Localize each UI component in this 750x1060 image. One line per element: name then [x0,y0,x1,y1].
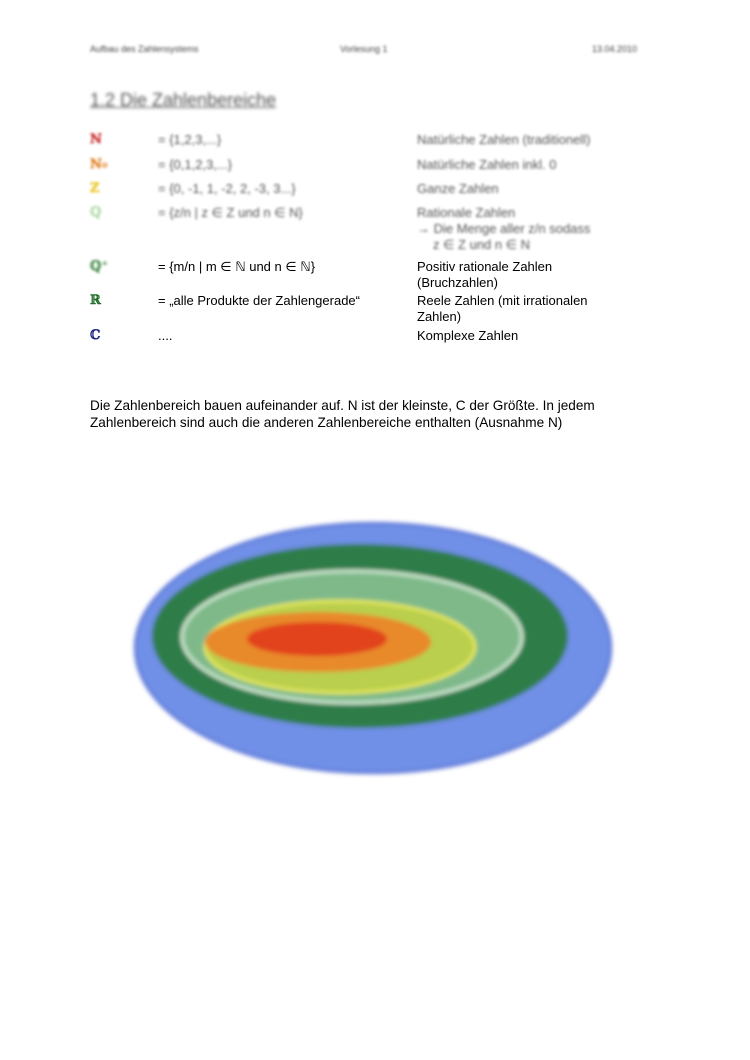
set-definition: = {z/n | z ∈ Z und n ∈ N} [158,205,303,220]
set-description-line: Zahlen) [417,309,462,324]
set-definition: = {0,1,2,3,...} [158,157,233,172]
set-description-line: Ganze Zahlen [417,181,499,196]
set-description-line: → Die Menge aller z/n sodass [417,221,591,236]
set-definition: = „alle Produkte der Zahlengerade“ [158,293,360,308]
set-description-line: Reele Zahlen (mit irrationalen [417,293,588,308]
set-description-line: z ∈ Z und n ∈ N [433,237,531,252]
set-symbol: ℝ [90,293,101,308]
set-description-line: Positiv rationale Zahlen [417,259,553,274]
set-description-line: (Bruchzahlen) [417,275,498,290]
paragraph-line: Die Zahlenbereich bauen aufeinander auf. N ist der kleinste, C der Größte. In jedem [90,398,595,413]
set-symbol: ℚ [90,205,102,220]
set-symbol: ℕ₀ [90,157,108,172]
set-symbol: ℤ [90,181,100,196]
set-description-line: Natürliche Zahlen (traditionell) [417,132,591,147]
set-definition: = {1,2,3,...} [158,132,222,147]
set-definition: = {m/n | m ∈ ℕ und n ∈ ℕ} [158,259,316,274]
header-left: Aufbau des Zahlensystems [90,44,199,54]
set-symbol: ℚ⁺ [90,259,109,274]
set-description-line: Natürliche Zahlen inkl. 0 [417,157,557,172]
set-definition: = {0, -1, 1, -2, 2, -3, 3...} [158,181,296,196]
ellipse-natural [247,622,387,656]
set-symbol: ℂ [90,328,101,343]
page-title: 1.2 Die Zahlenbereiche [90,90,277,110]
set-description-line: Komplexe Zahlen [417,328,519,343]
header-center: Vorlesung 1 [340,44,388,54]
paragraph-line: Zahlenbereich sind auch die anderen Zahlenbereiche enthalten (Ausnahme N) [90,415,563,430]
header-right: 13.04.2010 [592,44,638,54]
set-description-line: Rationale Zahlen [417,205,516,220]
set-definition: .... [158,328,173,343]
set-symbol: ℕ [90,132,102,147]
